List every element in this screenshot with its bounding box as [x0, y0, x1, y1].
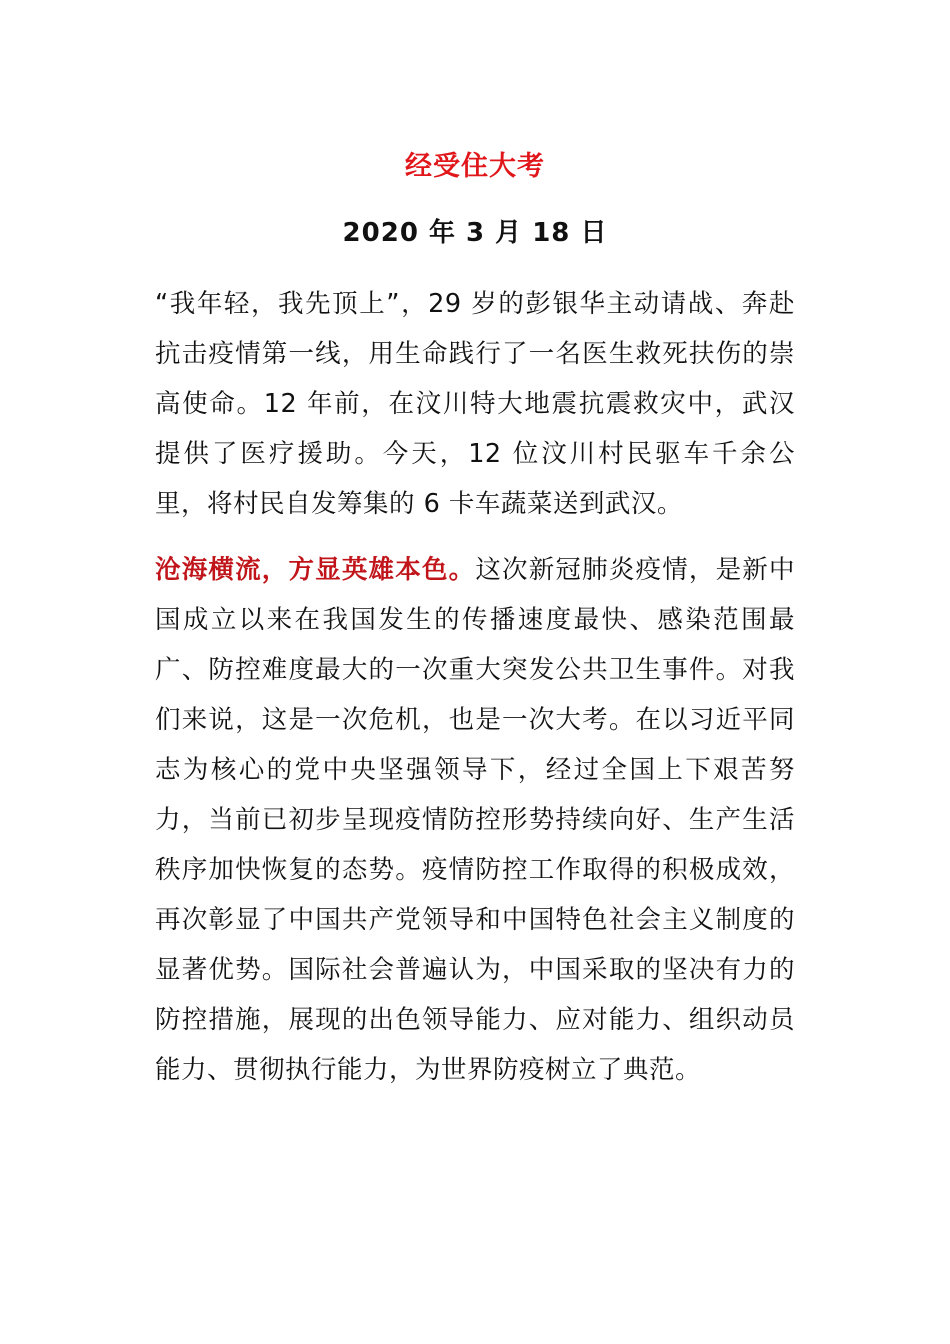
paragraph-2 [155, 545, 795, 1095]
paragraph-1 [155, 279, 795, 529]
paragraph-1-text: “我年轻，我先顶上”，29 岁的彭银华主动请战、奔赴抗击疫情第一线，用生命践行了一名医生救死扶伤的崇高使命。12 年前，在汶川特大地震抗震救灾中，武汉提供了医疗援助。今天，12 位汶川村民驱车千余公里，将村民自发筹集的 6 卡车蔬菜送到武汉。 [155, 289, 795, 519]
article-date: 2020 年 3 月 18 日 [342, 218, 608, 248]
article-title: 经受住大考 [405, 151, 545, 182]
paragraph-2-lead: 沧海横流，方显英雄本色。 [155, 555, 476, 585]
paragraph-2-text: 这次新冠肺炎疫情，是新中国成立以来在我国发生的传播速度最快、感染范围最广、防控难度最大的一次重大突发公共卫生事件。对我们来说，这是一次危机，也是一次大考。在以习近平同志为核心的党中央坚强领导下，经过全国上下艰苦努力，当前已初步呈现疫情防控形势持续向好、生产生活秩序加快恢复的态势。疫情防控工作取得的积极成效，再次彰显了中国共产党领导和中国特色社会主义制度的显著优势。国际社会普遍认为，中国采取的坚决有力的防控措施，展现的出色领导能力、应对能力、组织动员能力、贯彻执行能力，为世界防疫树立了典范。 [155, 555, 795, 1085]
